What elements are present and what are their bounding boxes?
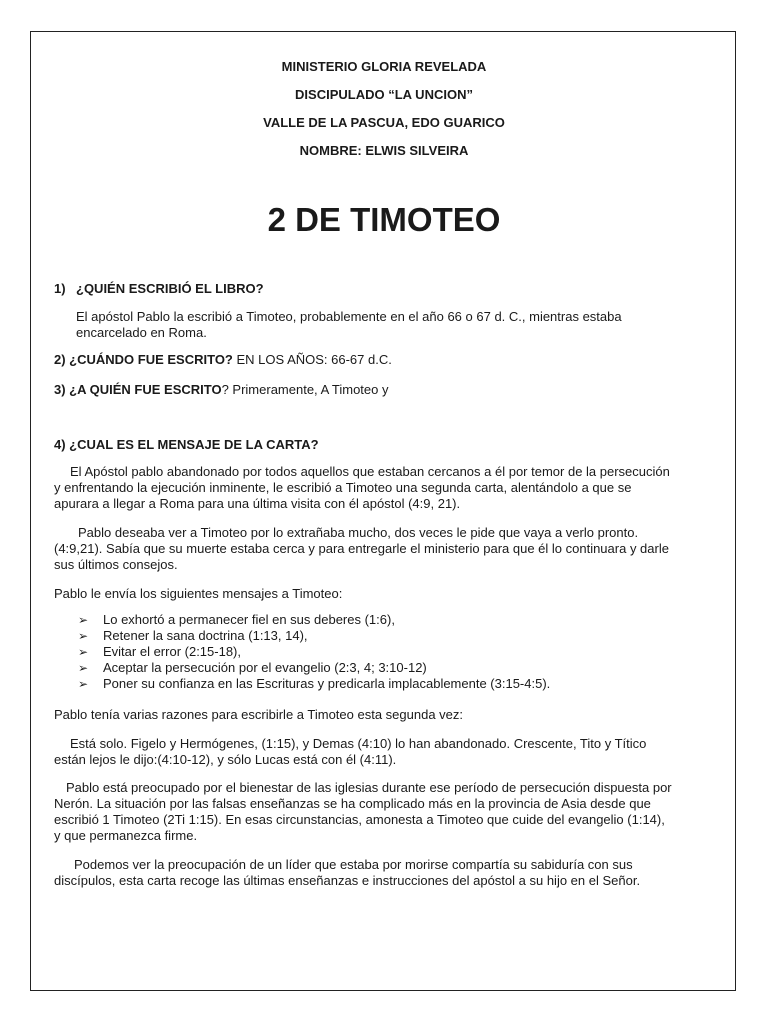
messages-intro: Pablo le envía los siguientes mensajes a Timoteo: — [54, 586, 343, 601]
reasons-intro: Pablo tenía varias razones para escribirle a Timoteo esta segunda vez: — [54, 707, 464, 722]
question-1-text: ¿QUIÉN ESCRIBIÓ EL LIBRO? — [76, 281, 264, 296]
paragraph-1-line-3: apurara a llegar a Roma para una última visita con él apóstol (4:9, 21). — [54, 496, 461, 511]
paragraph-1-line-1: El Apóstol pablo abandonado por todos aquellos que estaban cercanos a él por temor de la persecución — [70, 464, 670, 479]
paragraph-5-line-2: discípulos, esta carta recoge las últimas enseñanzas e instrucciones del apóstol a su hijo en el Señor. — [54, 873, 641, 888]
paragraph-2-line-1: Pablo deseaba ver a Timoteo por lo extrañaba mucho, dos veces le pide que vaya a verlo pronto. — [78, 525, 639, 540]
document-title: 2 DE TIMOTEO — [267, 201, 501, 238]
paragraph-2-line-2: (4:9,21). Sabía que su muerte estaba cerca y para entregarle el ministerio para que él lo continuara y darle — [54, 541, 669, 556]
messages-list — [78, 612, 698, 692]
paragraph-4-line-3: escribió 1 Timoteo (2Ti 1:15). En esas circunstancias, amonesta a Timoteo que cuide del evangelio (1:14), — [54, 812, 665, 827]
location: VALLE DE LA PASCUA, EDO GUARICO — [263, 115, 505, 130]
arrow-bullet-icon: ➢ — [78, 677, 89, 691]
question-1-heading — [54, 281, 714, 297]
paragraph-4-line-2: Nerón. La situación por las falsas enseñanzas se ha complicado más en la provincia de Asia desde que — [54, 796, 651, 811]
question-2-heading: 2) ¿CUÁNDO FUE ESCRITO? — [54, 352, 233, 367]
arrow-bullet-icon: ➢ — [78, 629, 89, 643]
list-item: ➢ Aceptar la persecución por el evangelio (2:3, 4; 3:10-12) — [78, 660, 427, 675]
paragraph-3-line-1: Está solo. Figelo y Hermógenes, (1:15), y Demas (4:10) lo han abandonado. Crescente, Tito y Títico — [70, 736, 647, 751]
ministry-name: MINISTERIO GLORIA REVELADA — [281, 59, 487, 74]
paragraph-4-line-4: y que permanezca firme. — [54, 828, 198, 843]
paragraph-2-line-3: sus últimos consejos. — [54, 557, 178, 572]
arrow-bullet-icon: ➢ — [78, 645, 89, 659]
paragraph-4-line-1: Pablo está preocupado por el bienestar de las iglesias durante ese período de persecución dispuesta por — [66, 780, 672, 795]
question-1-answer-line-1: El apóstol Pablo la escribió a Timoteo, probablemente en el año 66 o 67 d. C., mientras estaba — [76, 309, 622, 324]
question-3 — [54, 382, 714, 398]
program-name: DISCIPULADO “LA UNCION” — [295, 87, 473, 102]
arrow-bullet-icon: ➢ — [78, 661, 89, 675]
paragraph-1-line-2: y enfrentando la ejecución inminente, le escribió a Timoteo una segunda carta, alentándolo a que se — [54, 480, 632, 495]
question-2 — [54, 352, 714, 368]
question-2-answer: EN LOS AÑOS: 66-67 d.C. — [232, 352, 392, 367]
question-4-heading: 4) ¿CUAL ES EL MENSAJE DE LA CARTA? — [54, 437, 319, 452]
list-item: ➢ Retener la sana doctrina (1:13, 14), — [78, 628, 308, 643]
paragraph-3-line-2: están lejos le dijo:(4:10-12), y sólo Lucas está con él (4:11). — [54, 752, 397, 767]
paragraph-5-line-1: Podemos ver la preocupación de un líder que estaba por morirse compartía su sabiduría con sus — [74, 857, 633, 872]
list-item: ➢ Lo exhortó a permanecer fiel en sus deberes (1:6), — [78, 612, 395, 627]
question-1-answer-line-2: encarcelado en Roma. — [76, 325, 207, 340]
list-item: ➢ Poner su confianza en las Escrituras y predicarla implacablemente (3:15-4:5). — [78, 676, 551, 691]
question-3-answer: ? Primeramente, A Timoteo y — [221, 382, 389, 397]
question-1-number: 1) — [54, 281, 66, 296]
author-name: NOMBRE: ELWIS SILVEIRA — [299, 143, 469, 158]
list-item: ➢ Evitar el error (2:15-18), — [78, 644, 241, 659]
question-3-heading: 3) ¿A QUIÉN FUE ESCRITO — [54, 382, 222, 397]
arrow-bullet-icon: ➢ — [78, 613, 89, 627]
